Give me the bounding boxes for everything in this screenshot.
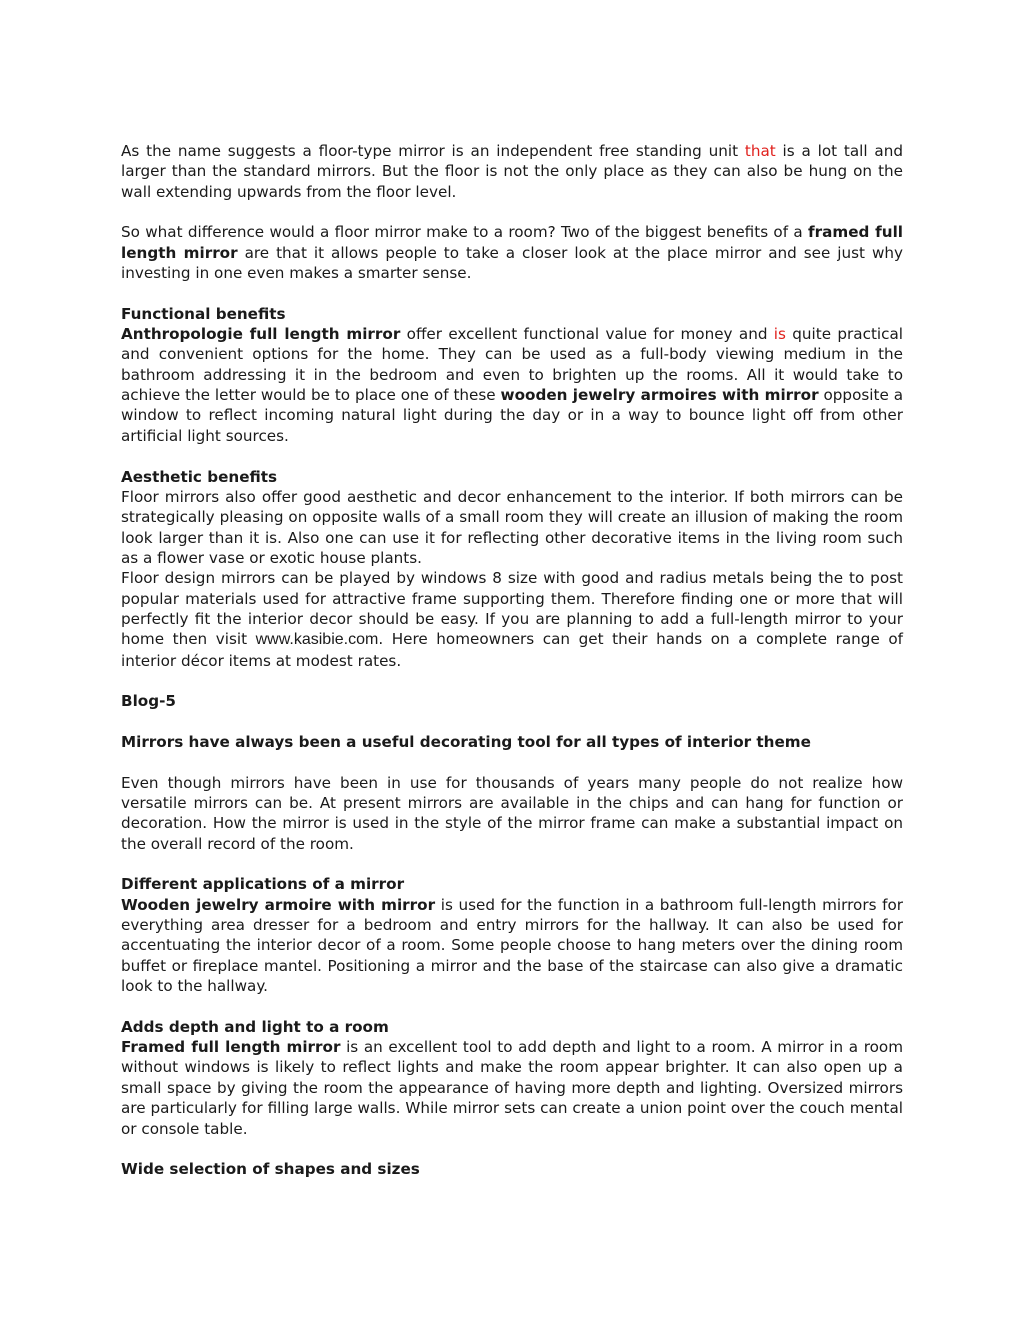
applications-heading: Different applications of a mirror: [121, 875, 405, 894]
applications-text: is used for the function in a bathroom full-length mirrors for everything area dresser for a bedroom and entry mirrors for the hallway. It can also be used for accentuating the interior decor of a room. Some people choose to hang meters over the dining room buffet or fireplace mantel. Positioning a mirror and the base of the staircase can also give a dramatic look to the hallway.: [121, 895, 903, 996]
highlighted-word: that: [744, 142, 776, 160]
difference-bold-phrase: framed full length mirror: [121, 223, 903, 262]
functional-highlighted-word: is: [773, 325, 786, 344]
applications-paragraph: [121, 895, 903, 997]
functional-benefits-paragraph: [121, 324, 903, 446]
functional-text-a: offer excellent functional value for money and: [400, 325, 774, 344]
functional-bold-phrase-1: Anthropologie full length mirror: [121, 325, 401, 344]
depth-heading: Adds depth and light to a room: [121, 1017, 389, 1036]
depth-bold-phrase: Framed full length mirror: [121, 1038, 341, 1057]
functional-text-b: quite practical and convenient options for the home. They can be used as a full-body viewing medium in the bathroom addressing it in the bedroom and even to brighten up the rooms. All it would take to achieve the letter would be to place one of these: [121, 325, 903, 405]
aesthetic-text-a: Floor design mirrors can be played by windows 8 size with good and radius metals being the to post popular materials used for attractive frame supporting them. Therefore finding one or more that will perfectly fit the interior decor should be easy. If you are planning to add a full-length mirror to your home then visit: [121, 569, 903, 649]
difference-paragraph: [121, 222, 903, 283]
shapes-heading: Wide selection of shapes and sizes: [121, 1160, 420, 1179]
depth-paragraph: [121, 1037, 903, 1139]
blog-intro-paragraph: Even though mirrors have been in use for thousands of years many people do not realize how versatile mirrors can be. At present mirrors are available in the chips and can hang for function or decoration. How the mirror is used in the style of the mirror frame can make a substantial impact on the overall record of the room.: [121, 773, 903, 853]
applications-bold-phrase: Wooden jewelry armoire with mirror: [121, 895, 436, 914]
blog-label: Blog-5: [121, 692, 176, 711]
intro-text-b: is a lot tall and larger than the standard mirrors. But the floor is not the only place as they can also be hung on the wall extending upwards from the floor level.: [121, 142, 903, 201]
aesthetic-text-b: . Here homeowners can get their hands on a complete range of interior décor items at modest rates.: [121, 630, 903, 670]
functional-bold-phrase-2: wooden jewelry armoires with mirror: [500, 386, 819, 405]
document-page: [121, 141, 903, 1180]
kasibie-link[interactable]: www.kasibie.com: [255, 631, 379, 649]
difference-text-a: So what difference would a floor mirror make to a room? Two of the biggest benefits of a: [121, 223, 809, 242]
functional-benefits-heading: Functional benefits: [121, 304, 286, 323]
intro-paragraph: [121, 141, 903, 202]
depth-text: is an excellent tool to add depth and light to a room. A mirror in a room without windows is likely to reflect lights and make the room appear brighter. It can also open up a small space by giving the room the appearance of having more depth and lighting. Oversized mirrors are particularly for filling large walls. While mirror sets can create a union point over the couch mental or console table.: [121, 1038, 903, 1138]
intro-text-a: As the name suggests a floor-type mirror is an independent free standing unit: [121, 142, 745, 160]
functional-text-c: opposite a window to reflect incoming natural light during the day or in a way to bounce light off from other artificial light sources.: [121, 386, 903, 445]
aesthetic-benefits-heading: Aesthetic benefits: [121, 467, 278, 486]
aesthetic-paragraph-2: [121, 568, 903, 671]
aesthetic-paragraph-1: Floor mirrors also offer good aesthetic and decor enhancement to the interior. If both mirrors can be strategically pleasing on opposite walls of a small room they will create an illusion of making the room look larger than it is. Also one can use it for reflecting other decorative items in the living room such as a flower vase or exotic house plants.: [121, 487, 903, 567]
blog-title: Mirrors have always been a useful decorating tool for all types of interior theme: [121, 732, 811, 751]
difference-text-b: are that it allows people to take a closer look at the place mirror and see just why investing in one even makes a smarter sense.: [121, 243, 903, 283]
